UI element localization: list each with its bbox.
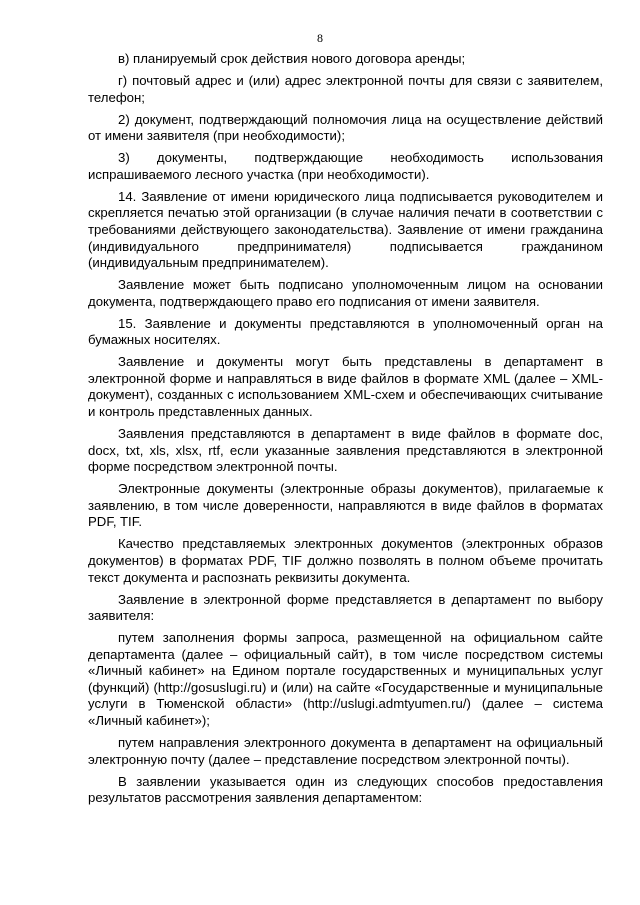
paragraph-submission-choice: Заявление в электронной форме представляется в департамент по выбору заявителя: (88, 591, 603, 624)
paragraph-authorized-person: Заявление может быть подписано уполномоченным лицом на основании документа, подтверждающего право его подписания от имени заявителя. (88, 277, 603, 309)
paragraph-email-submission: путем направления электронного документа в департамент на официальный электронную почту (далее – представление посредством электронной почты). (88, 735, 603, 767)
paragraph-14-signing: 14. Заявление от имени юридического лица подписывается руководителем и скрепляется печатью этой организации (в случае наличия печати в соответствии с требованиями действующего законодательства). Заявление от имени гражданина (индивидуального предпринимателя) подписывается гражданином (индивидуальным предпринимателем). (88, 188, 603, 271)
paragraph-lease-term: в) планируемый срок действия нового договора аренды; (118, 51, 466, 66)
paragraph-quality: Качество представляемых электронных документов (электронных образов документов) в форматах PDF, TIF должно позволять в полном объеме прочитать текст документа и распознать реквизиты документа. (88, 536, 603, 585)
paragraph-xml-documents: Заявление и документы могут быть представлены в департамент в электронной форме и направляться в виде файлов в формате XML (далее – XML-документ), созданных с использованием XML-схем и обеспечивающих считывание и контроль представленных данных. (88, 354, 603, 420)
paragraph-authority-document: 2) документ, подтверждающий полномочия лица на осуществление действий от имени заявителя (при необходимости); (88, 111, 603, 144)
paragraph-contact-address: г) почтовый адрес и (или) адрес электронной почты для связи с заявителем, телефон; (88, 72, 603, 105)
paragraph-15-paper: 15. Заявление и документы представляются в уполномоченный орган на бумажных носителях. (88, 315, 603, 348)
document-body (88, 51, 603, 812)
page-number: 8 (317, 31, 323, 45)
paragraph-electronic-images: Электронные документы (электронные образы документов), прилагаемые к заявлению, в том числе доверенности, направляются в виде файлов в форматах PDF, TIF. (88, 481, 603, 530)
paragraph-necessity-documents: 3) документы, подтверждающие необходимость использования испрашиваемого лесного участка (при необходимости). (88, 150, 603, 182)
paragraph-result-methods: В заявлении указывается один из следующих способов предоставления результатов рассмотрения заявления департаментом: (88, 773, 603, 806)
paragraph-file-formats: Заявления представляются в департамент в виде файлов в формате doc, docx, txt, xls, xlsx, rtf, если указанные заявления представляются в электронной форме посредством электронной почты. (88, 426, 603, 475)
paragraph-online-form: путем заполнения формы запроса, размещенной на официальном сайте департамента (далее – официальный сайт), в том числе посредством системы «Личный кабинет» на Едином портале государственных и муниципальных услуг (функций) (http://gosuslugi.ru) и (или) на сайте «Государственные и муниципальные услуги в Тюменской области» (http://uslugi.admtyumen.ru/) (далее – система «Личный кабинет»); (88, 630, 603, 729)
